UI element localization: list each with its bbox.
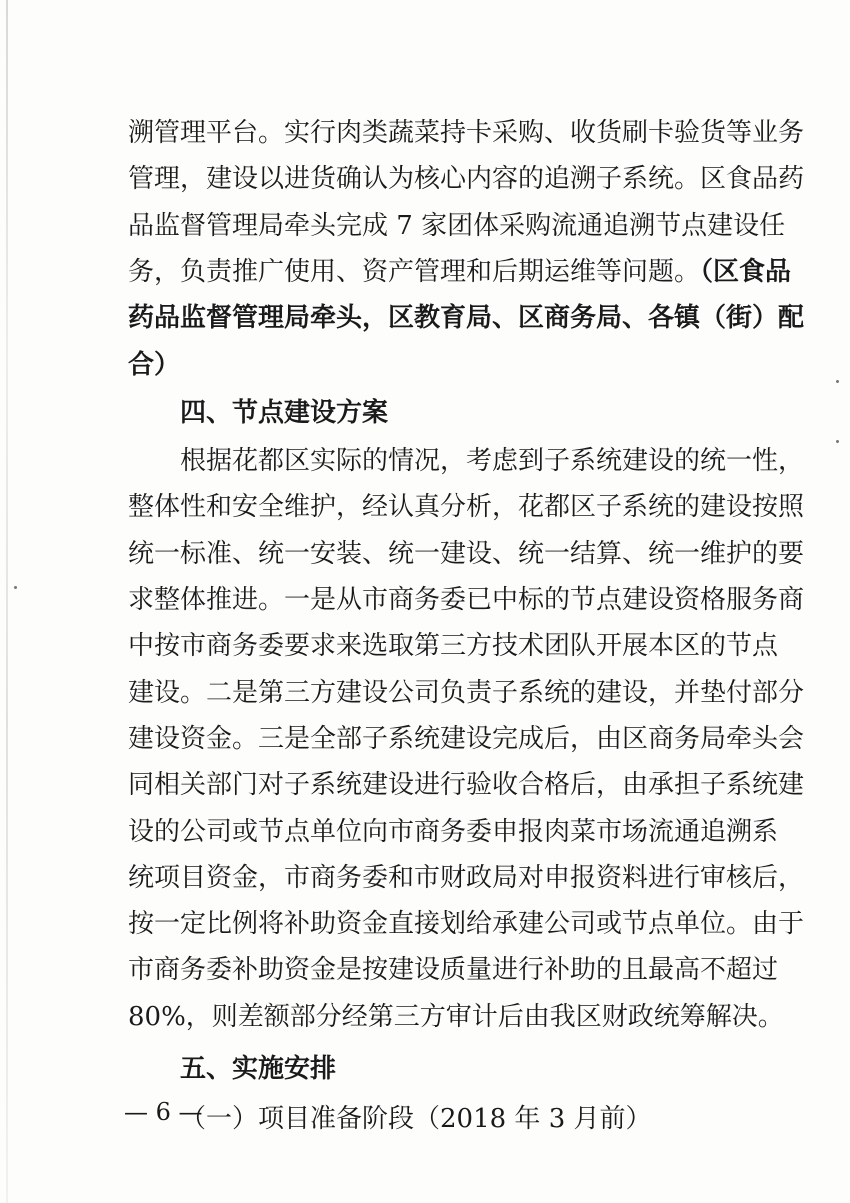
responsibility-note: （区食品 (700, 257, 792, 287)
text-line: 建设资金。三是全部子系统建设完成后，由区商务局牵头会 (128, 724, 805, 754)
text-line-mixed (128, 255, 792, 289)
text-line: 按一定比例将补助资金直接划给承建公司或节点单位。由于 (128, 909, 805, 939)
text-line: 品监督管理局牵头完成 7 家团体采购流通追溯节点建设任 (128, 211, 786, 241)
scan-speck (14, 586, 17, 589)
text-line: 市商务委补助资金是按建设质量进行补助的且最高不超过 (128, 955, 779, 985)
text-line: 根据花都区实际的情况，考虑到子系统建设的统一性， (180, 446, 805, 476)
scan-speck (836, 440, 839, 443)
subsection-heading: （一）项目准备阶段（2018 年 3 月前） (180, 1104, 652, 1134)
scan-edge (6, 0, 8, 1203)
text-line: 求整体推进。一是从市商务委已中标的节点建设资格服务商 (128, 585, 805, 615)
section-heading: 四、节点建设方案 (180, 398, 389, 428)
responsibility-note: 合） (128, 350, 181, 380)
section-heading: 五、实施安排 (180, 1054, 337, 1084)
text-line: 整体性和安全维护，经认真分析，花都区子系统的建设按照 (128, 492, 805, 522)
text-line: 同相关部门对子系统建设进行验收合格后，由承担子系统建 (128, 770, 805, 800)
text-line: 设的公司或节点单位向市商务委申报肉菜市场流通追溯系 (128, 817, 779, 847)
text-run: 务，负责推广使用、资产管理和后期运维等问题。 (128, 257, 701, 287)
text-line: 溯管理平台。实行肉类蔬菜持卡采购、收货刷卡验货等业务 (128, 118, 805, 148)
text-line: 管理，建设以进货确认为核心内容的追溯子系统。区食品药 (128, 164, 805, 194)
text-line: 中按市商务委要求来选取第三方技术团队开展本区的节点 (128, 631, 779, 661)
page-number: — 6 — (124, 1098, 203, 1126)
text-line: 80%，则差额部分经第三方审计后由我区财政统筹解决。 (128, 1002, 784, 1032)
scan-speck (836, 380, 839, 383)
text-line: 建设。二是第三方建设公司负责子系统的建设，并垫付部分 (128, 678, 805, 708)
responsibility-note: 药品监督管理局牵头，区教育局、区商务局、各镇（街）配 (128, 303, 805, 333)
text-line: 统一标准、统一安装、统一建设、统一结算、统一维护的要 (128, 539, 805, 569)
text-line: 统项目资金，市商务委和市财政局对申报资料进行审核后， (128, 863, 805, 893)
